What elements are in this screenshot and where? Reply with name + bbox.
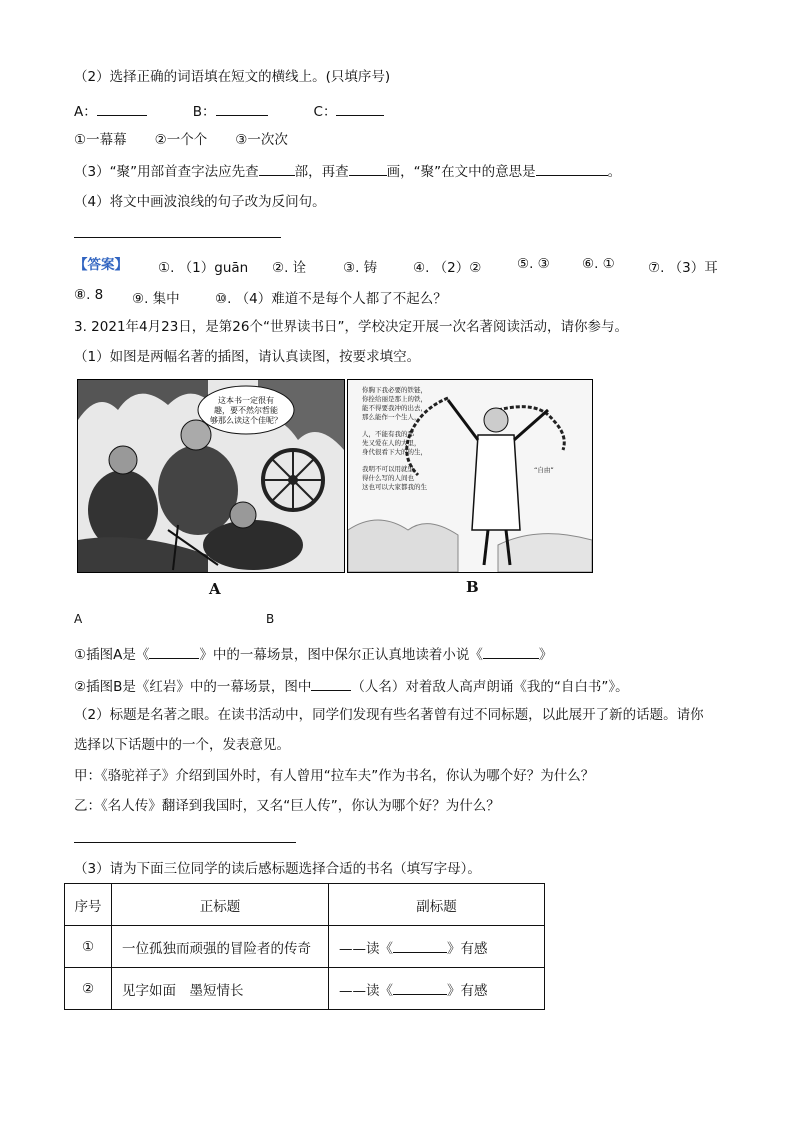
q2-blank-a[interactable] — [97, 101, 147, 116]
q3-blank-strokes[interactable] — [349, 161, 387, 176]
illustration-a-drawing — [78, 380, 344, 572]
table-row — [65, 926, 545, 968]
answer-item: ⑦. （3）耳 — [648, 260, 718, 276]
subtitle-suffix: 》有感 — [447, 940, 488, 957]
q2-blank-b[interactable] — [216, 101, 268, 116]
row-main-title: 一位孤独而顽强的冒险者的传奇 — [112, 926, 329, 968]
q2-blank-c-label: C： — [313, 104, 337, 120]
sub2-line2: 选择以下话题中的一个，发表意见。 — [74, 737, 290, 753]
fill1-blank-book[interactable] — [149, 644, 199, 659]
poem-line: 人，不能有我的那 — [362, 430, 414, 438]
header-no: 序号 — [65, 884, 112, 926]
question-3-title: 3. 2021年4月23日，是第26个“世界读书日”，学校决定开展一次名著阅读活动，请你参与。 — [74, 319, 628, 335]
poem-line: 你胸下我必要的铁链， — [362, 386, 427, 394]
poem-line: 我明不可以用就里， — [362, 465, 421, 473]
fill1-blank-novel[interactable] — [483, 644, 539, 659]
fill1-text: ①插图A是《 — [74, 647, 150, 663]
answer-item: ⑧. 8 — [74, 287, 104, 303]
answer-item: ②. 诠 — [272, 260, 307, 276]
answer-line — [74, 842, 296, 843]
q2-option: ③一次次 — [235, 132, 288, 148]
poem-free-label: “自由” — [534, 466, 554, 474]
topic-yi: 乙：《名人传》翻译到我国时，又名“巨人传”，你认为哪个好？为什么？ — [74, 798, 500, 814]
answer-item: ①. （1）guān — [158, 260, 249, 276]
q3-text: 画，“聚”在文中的意思是 — [386, 164, 536, 180]
illustration-b — [347, 379, 593, 573]
illustration-b-caption: B — [466, 578, 479, 596]
sub2-line1: （2）标题是名著之眼。在读书活动中，同学们发现有些名著曾有过不同标题，以此展开了新的话题。请你 — [74, 707, 704, 723]
q2-blank-b-label: B： — [192, 104, 216, 120]
label-a: A — [74, 612, 83, 626]
fill-item-1 — [74, 644, 552, 664]
reading-table — [64, 883, 545, 1010]
q2-option: ①一幕幕 — [74, 132, 127, 148]
fill2-text: （人名）对着敌人高声朗诵《我的“自白书”》。 — [351, 679, 629, 695]
q3-text: （3）“聚”用部首查字法应先查 — [74, 164, 259, 180]
fill1-text: 》 — [538, 647, 553, 663]
answer-item: ⑩. （4）难道不是每个人都了不起么？ — [215, 291, 447, 307]
poem-line: 这也可以大家都我的生 — [362, 483, 427, 491]
poem-line: 先又爱在人的大里， — [362, 439, 421, 447]
question-2-prompt: （2）选择正确的词语填在短文的横线上。(只填序号) — [74, 69, 391, 85]
fill-item-2 — [74, 676, 629, 696]
question-3-radical — [74, 161, 621, 181]
q2-blank-row — [74, 101, 384, 121]
bubble-text: 够那么读这个佳呢？ — [210, 416, 282, 425]
topic-jia: 甲：《骆驼祥子》介绍到国外时，有人曾用“拉车夫”作为书名，你认为哪个好？为什么？ — [74, 768, 595, 784]
q2-options — [74, 131, 288, 149]
q3-blank-radical[interactable] — [259, 161, 295, 176]
table-header-row — [65, 884, 545, 926]
answer-item: ⑥. ① — [582, 256, 615, 272]
illustration-b-drawing — [348, 380, 592, 572]
answer-item: ③. 铸 — [343, 260, 378, 276]
q2-blank-a-label: A： — [74, 104, 97, 120]
answer-tag: 【答案】 — [74, 257, 128, 273]
subtitle-blank[interactable] — [393, 938, 447, 953]
table-row — [65, 968, 545, 1010]
subtitle-suffix: 》有感 — [447, 982, 488, 999]
subtitle-prefix: ——读《 — [339, 940, 393, 957]
poem-line: 能不得要我冲的出去， — [362, 404, 427, 412]
subtitle-blank[interactable] — [393, 980, 447, 995]
row-subtitle — [329, 968, 545, 1010]
poem-line: 那么能作一个生人， — [362, 413, 421, 421]
row-no: ① — [65, 926, 112, 968]
illustration-a-caption: A — [209, 580, 221, 598]
bubble-text: 这本书一定很有 — [218, 396, 274, 405]
poem-line: 得什么写的人间也 — [362, 474, 414, 482]
fill2-blank-name[interactable] — [311, 676, 351, 691]
question-3-sub1: （1）如图是两幅名著的插图，请认真读图，按要求填空。 — [74, 349, 421, 365]
row-subtitle — [329, 926, 545, 968]
answer-item: ⑤. ③ — [517, 256, 550, 272]
poem-line: 你拴给丽是那上的铁， — [362, 395, 427, 403]
poem-line: 身代很看下大的的生， — [362, 448, 427, 456]
subtitle-prefix: ——读《 — [339, 982, 393, 999]
illustration-a — [77, 379, 345, 573]
q2-blank-c[interactable] — [336, 101, 384, 116]
q3-text: 。 — [607, 164, 622, 180]
row-main-title: 见字如面 墨短情长 — [112, 968, 329, 1010]
fill1-text: 》中的一幕场景，图中保尔正认真地读着小说《 — [199, 647, 483, 663]
label-b: B — [266, 612, 275, 626]
fill2-text: ②插图B是《红岩》中的一幕场景，图中 — [74, 679, 312, 695]
answer-line — [74, 237, 281, 238]
bubble-text: 趣，要不然尔哲能 — [214, 406, 278, 415]
answer-item: ④. （2）② — [413, 260, 482, 276]
answer-item: ⑨. 集中 — [132, 291, 180, 307]
header-main-title: 正标题 — [112, 884, 329, 926]
q3-blank-meaning[interactable] — [536, 161, 608, 176]
q3-text: 部，再查 — [294, 164, 349, 180]
row-no: ② — [65, 968, 112, 1010]
question-4-prompt: （4）将文中画波浪线的句子改为反问句。 — [74, 194, 326, 210]
sub3-prompt: （3）请为下面三位同学的读后感标题选择合适的书名（填写字母）。 — [74, 861, 481, 877]
header-subtitle: 副标题 — [329, 884, 545, 926]
q2-option: ②一个个 — [154, 132, 208, 148]
